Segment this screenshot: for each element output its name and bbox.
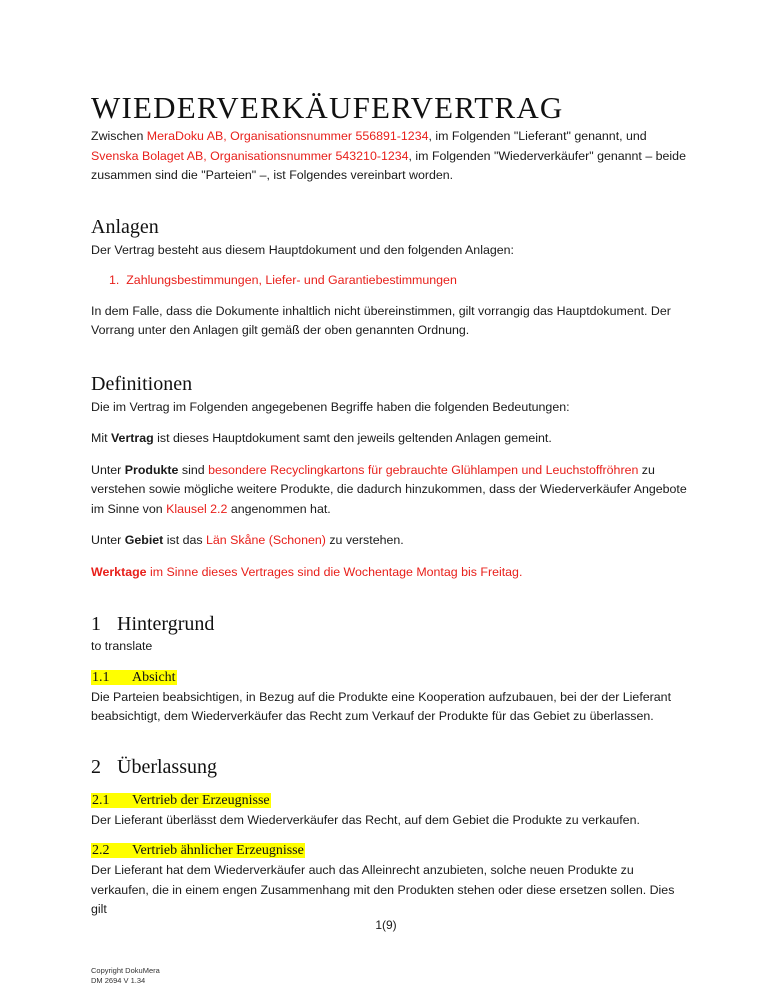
page-number: 1(9) xyxy=(375,918,397,932)
subsection-number: 2.2 xyxy=(92,843,110,858)
heading-subsection-1-1 xyxy=(91,669,691,687)
intro-text: Zwischen xyxy=(91,129,147,143)
term: Werktage xyxy=(91,564,147,579)
party-supplier: MeraDoku AB, Organisationsnummer 556891-1234 xyxy=(146,129,429,143)
text-line: verkaufen, die in einem engen Zusammenhang mit den Produkten stehen oder diese ersetzen sollen. Dies gilt xyxy=(91,882,675,916)
anlagen-precedence xyxy=(91,302,691,341)
subsection-number: 1.1 xyxy=(92,669,110,685)
heading-section-1 xyxy=(91,611,691,637)
intro-text: , im Folgenden "Wiederverkäufer" genannt – beide xyxy=(408,148,686,163)
text: Unter xyxy=(91,462,125,477)
definitionen-text: Die im Vertrag im Folgenden angegebenen Begriffe haben die folgenden Bedeutungen: xyxy=(91,399,570,414)
text: sind xyxy=(178,462,209,477)
placeholder-text: Län Skåne (Schonen) xyxy=(206,533,326,547)
section-number: 2 xyxy=(91,755,101,778)
subsection-text xyxy=(91,861,691,920)
term: Produkte xyxy=(124,462,179,477)
text: ist dieses Hauptdokument samt den jeweils geltenden Anlagen gemeint. xyxy=(153,431,552,445)
intro-text: zusammen sind die "Parteien" –, ist Folgendes vereinbart worden. xyxy=(91,168,454,182)
subsection-text: Der Lieferant überlässt dem Wiederverkäufer das Recht, auf dem Gebiet die Produkte zu verkaufen. xyxy=(91,812,640,827)
subsection-number: 2.1 xyxy=(92,792,110,808)
copyright-footer xyxy=(91,966,160,986)
document-body xyxy=(91,88,691,920)
anlagen-text: Der Vertrag besteht aus diesem Hauptdokument und den folgenden Anlagen: xyxy=(91,242,514,257)
text: Unter xyxy=(91,533,125,547)
subsection-title: Vertrieb der Erzeugnisse xyxy=(132,792,270,808)
subsection-title: Absicht xyxy=(132,669,176,685)
party-reseller: Svenska Bolaget AB, Organisationsnummer 543210‑1234 xyxy=(91,148,409,163)
text: zu verstehen. xyxy=(325,533,404,547)
text: im Sinne von xyxy=(91,501,167,516)
heading-subsection-2-2 xyxy=(91,842,691,860)
text-line: verstehen sowie mögliche weitere Produkte, die dadurch hinzukommen, dass der Wiederverkäufer Angebote xyxy=(91,482,687,496)
text: angenommen hat. xyxy=(227,501,331,516)
text-line: beabsichtigt, dem Wiederverkäufer das Recht zum Verkauf der Produkte für das Gebiet zu überlassen. xyxy=(91,709,654,723)
text-line: Die Parteien beabsichtigen, in Bezug auf die Produkte eine Kooperation aufzubauen, bei der der Lieferant xyxy=(91,689,672,704)
section-note: to translate xyxy=(91,639,153,653)
highlighted-heading xyxy=(91,793,271,808)
copyright-text: Copyright DokuMera xyxy=(91,966,160,975)
text: Mit xyxy=(91,431,111,445)
list-item-text: Zahlungsbestimmungen, Liefer- und Garantiebestimmungen xyxy=(126,273,457,287)
anlagen-list xyxy=(91,271,691,291)
placeholder-text: besondere Recyclingkartons für gebrauchte Glühlampen und Leuchstoffröhren xyxy=(208,462,639,477)
section-title: Überlassung xyxy=(117,755,217,778)
heading-anlagen: Anlagen xyxy=(91,215,159,238)
clause-reference: Klausel 2.2 xyxy=(166,501,228,516)
section-number: 1 xyxy=(91,613,101,635)
subsection-title: Vertrieb ähnlicher Erzeugnisse xyxy=(132,843,304,858)
text: ist das xyxy=(163,533,207,547)
document-title: WIEDERVERKÄUFERVERTRAG xyxy=(91,90,564,125)
intro-text: , im Folgenden "Lieferant" genannt, und xyxy=(428,129,647,143)
text: zu xyxy=(638,462,655,477)
document-id: DM 2694 V 1.34 xyxy=(91,976,146,985)
highlighted-heading xyxy=(91,670,177,685)
text: im Sinne dieses Vertrages sind die Wochentage Montag bis Freitag. xyxy=(146,564,523,579)
definition-produkte xyxy=(91,461,691,520)
list-item xyxy=(91,271,691,291)
text-line: Der Lieferant hat dem Wiederverkäufer auch das Alleinrecht anzubieten, solche neuen Produkte zu xyxy=(91,863,634,877)
highlighted-heading xyxy=(91,843,305,858)
definition-vertrag xyxy=(91,429,691,449)
heading-section-2 xyxy=(91,754,691,780)
text-line: In dem Falle, dass die Dokumente inhaltlich nicht übereinstimmen, gilt vorrangig das Hauptdokument. Der xyxy=(91,303,671,318)
subsection-text xyxy=(91,688,691,727)
text-line: Vorrang unter den Anlagen gilt gemäß der oben genannten Ordnung. xyxy=(91,323,470,337)
intro-paragraph xyxy=(91,127,691,186)
definition-gebiet xyxy=(91,531,691,551)
section-title: Hintergrund xyxy=(117,613,215,635)
term: Vertrag xyxy=(110,431,154,445)
heading-subsection-2-1 xyxy=(91,792,691,810)
heading-definitionen: Definitionen xyxy=(91,372,193,395)
list-item-number: 1. xyxy=(109,273,120,287)
definition-werktage xyxy=(91,563,691,583)
term: Gebiet xyxy=(124,533,164,547)
